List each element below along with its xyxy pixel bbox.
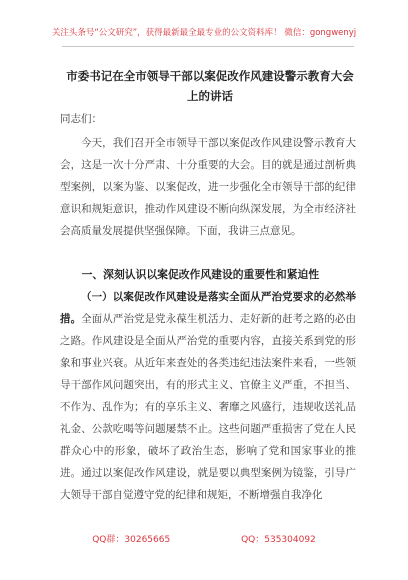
- paragraph-intro: 今天，我们召开全市领导干部以案促改作风建设警示教育大会，这是一次十分严肃、十分重要的大会。目的就是通过剖析典型案例，以案为鉴、以案促改，进一步强化全市领导干部的纪律意识和规矩意识，推动作风建设不断向纵深发展，为全市经济社会高质量发展提供坚强保障。下面，我讲三点意见。: [60, 137, 356, 237]
- title-line-1: 市委书记在全市领导干部以案促改作风建设警示教育大会: [66, 69, 354, 83]
- paragraph-section-1: [60, 286, 356, 506]
- document-title: [60, 66, 360, 106]
- subheading-1: （一）以案促改作风建设是落实全面从严治党要求的必然举措。: [60, 291, 356, 325]
- salutation: 同志们：: [60, 113, 102, 125]
- qq-group-number: QQ群：30265665: [92, 535, 171, 545]
- paragraph-section-1-text: 全面从严治党是党永葆生机活力、走好新的赶考之路的必由之路。作风建设是全面从严治党的重要内容，直接关系到党的形象和事业兴衰。从近年来查处的各类违纪违法案件来看，一些领导干部作风问题突出，有的形式主义、官僚主义严重，不担当、不作为、乱作为；有的享乐主义、奢靡之风盛行，违规收送礼品礼金、公款吃喝等问题屡禁不止。这些问题严重损害了党在人民群众心中的形象，破坏了政治生态，影响了党和国家事业的推进。通过以案促改作风建设，就是要以典型案例为镜鉴，引导广大领导干部自觉遵守党的纪律和规矩，不断增强自我净化: [60, 313, 357, 501]
- section-heading-1: 一、深刻认识以案促改作风建设的重要性和紧迫性: [81, 268, 320, 281]
- qq-number: QQ：535304092: [241, 535, 316, 545]
- contact-footer: [0, 532, 408, 545]
- header-divider: [62, 46, 354, 47]
- promo-header: 关注头条号“公文研究”，获得最新最全最专业的公文资料库！ 微信：gongwenyj: [51, 28, 357, 38]
- title-line-2: 上的讲话: [187, 89, 233, 103]
